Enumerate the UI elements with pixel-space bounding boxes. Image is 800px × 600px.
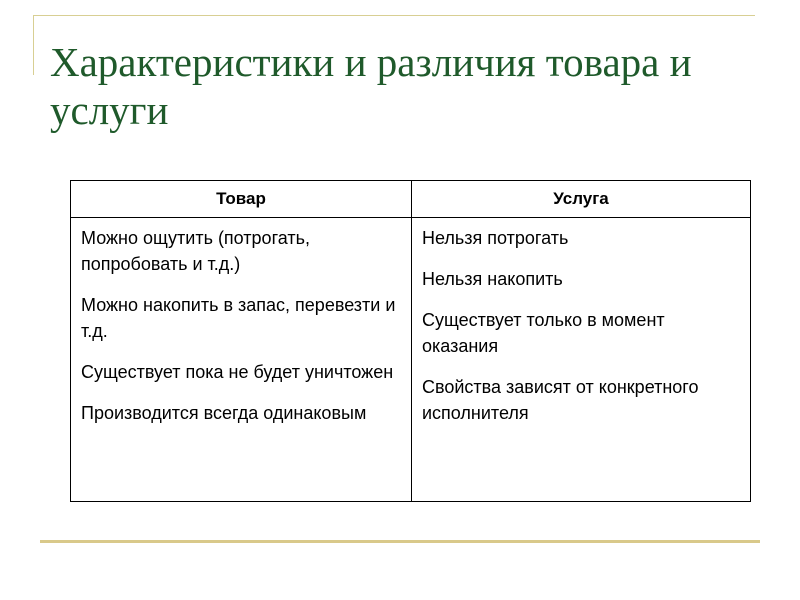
goods-cell (71, 218, 412, 502)
goods-item: Существует пока не будет уничтожен (81, 362, 394, 382)
goods-item: Можно накопить в запас, перевезти и т.д. (81, 295, 396, 341)
service-item: Нельзя накопить (422, 269, 563, 289)
decorative-top-line (33, 15, 755, 16)
service-cell (412, 218, 751, 502)
decorative-vertical-line (33, 15, 34, 75)
comparison-table (70, 180, 751, 502)
column-header-service: Услуга (412, 181, 751, 218)
service-item: Существует только в момент оказания (422, 310, 665, 356)
goods-item: Можно ощутить (потрогать, попробовать и т.д.) (81, 228, 310, 274)
slide-title: Характеристики и различия товара и услуги (50, 39, 692, 133)
table-header-row (71, 181, 751, 218)
goods-item: Производится всегда одинаковым (81, 403, 367, 423)
service-item: Нельзя потрогать (422, 228, 569, 248)
column-header-goods: Товар (71, 181, 412, 218)
table-row (71, 218, 751, 502)
service-item: Свойства зависят от конкретного исполнителя (422, 377, 699, 423)
decorative-bottom-line (40, 540, 760, 543)
